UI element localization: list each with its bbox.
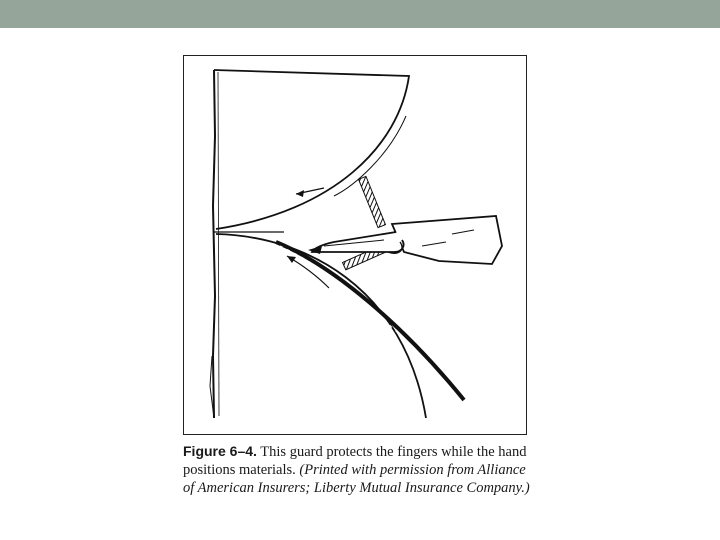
figure-label: Figure 6–4.	[183, 443, 257, 459]
machine-frame-line	[213, 70, 215, 418]
figure-illustration	[183, 55, 527, 435]
caption-credit: (Printed with permission from Alliance of American Insurers; Liberty Mutual Insurance Company.)	[183, 462, 530, 496]
upper-roll	[214, 70, 409, 229]
caption-text: This guard protects the fingers while the hand positions materials.	[183, 444, 527, 478]
hand-fingers	[312, 232, 404, 252]
hand-sleeve	[392, 216, 502, 264]
upper-guard-bracket	[359, 176, 386, 227]
roll-guard-drawing	[184, 56, 528, 436]
slide-header-bar	[0, 0, 720, 28]
material-strip	[276, 242, 464, 400]
figure-caption	[183, 442, 533, 497]
